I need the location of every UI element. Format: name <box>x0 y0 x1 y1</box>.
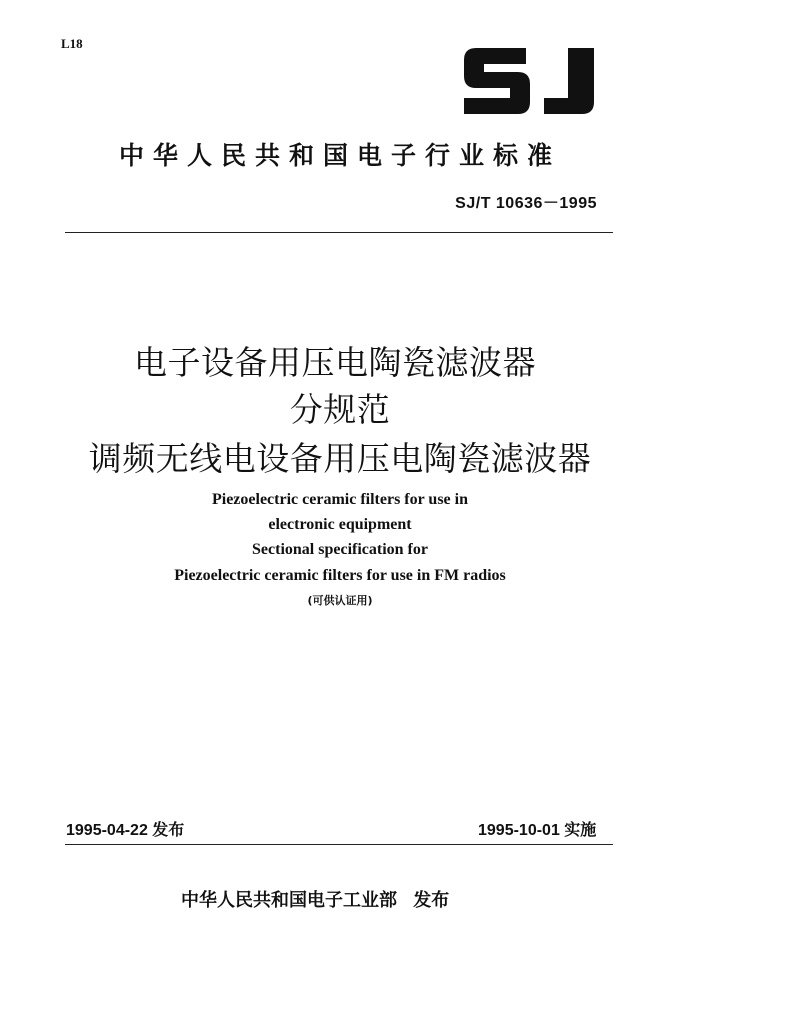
bottom-divider <box>65 844 613 845</box>
top-divider <box>65 232 613 233</box>
ministry-standard-title: 中华人民共和国电子行业标准 <box>118 141 561 170</box>
certification-note: (可供认证用) <box>307 594 373 607</box>
classification-code: L18 <box>61 36 83 51</box>
sj-logo-graphic <box>460 46 606 116</box>
sj-logo <box>460 46 606 116</box>
zh-title-line-2: 分规范 <box>289 390 391 429</box>
en-title-line-4: Piezoelectric ceramic filters for use in FM radios <box>174 567 506 584</box>
publisher: 中华人民共和国电子工业部 发布 <box>181 890 450 911</box>
en-title-line-1: Piezoelectric ceramic filters for use in <box>211 491 468 508</box>
en-title-line-2: electronic equipment <box>268 516 412 533</box>
implementation-date: 1995-10-01 实施 <box>478 822 597 839</box>
issue-date: 1995-04-22 发布 <box>66 822 185 839</box>
zh-title-line-1: 电子设备用压电陶瓷滤波器 <box>134 343 536 382</box>
standard-number: SJ/T 10636－1995 <box>455 195 597 212</box>
zh-title-line-3: 调频无线电设备用压电陶瓷滤波器 <box>88 439 592 478</box>
en-title-line-3: Sectional specification for <box>252 541 428 558</box>
